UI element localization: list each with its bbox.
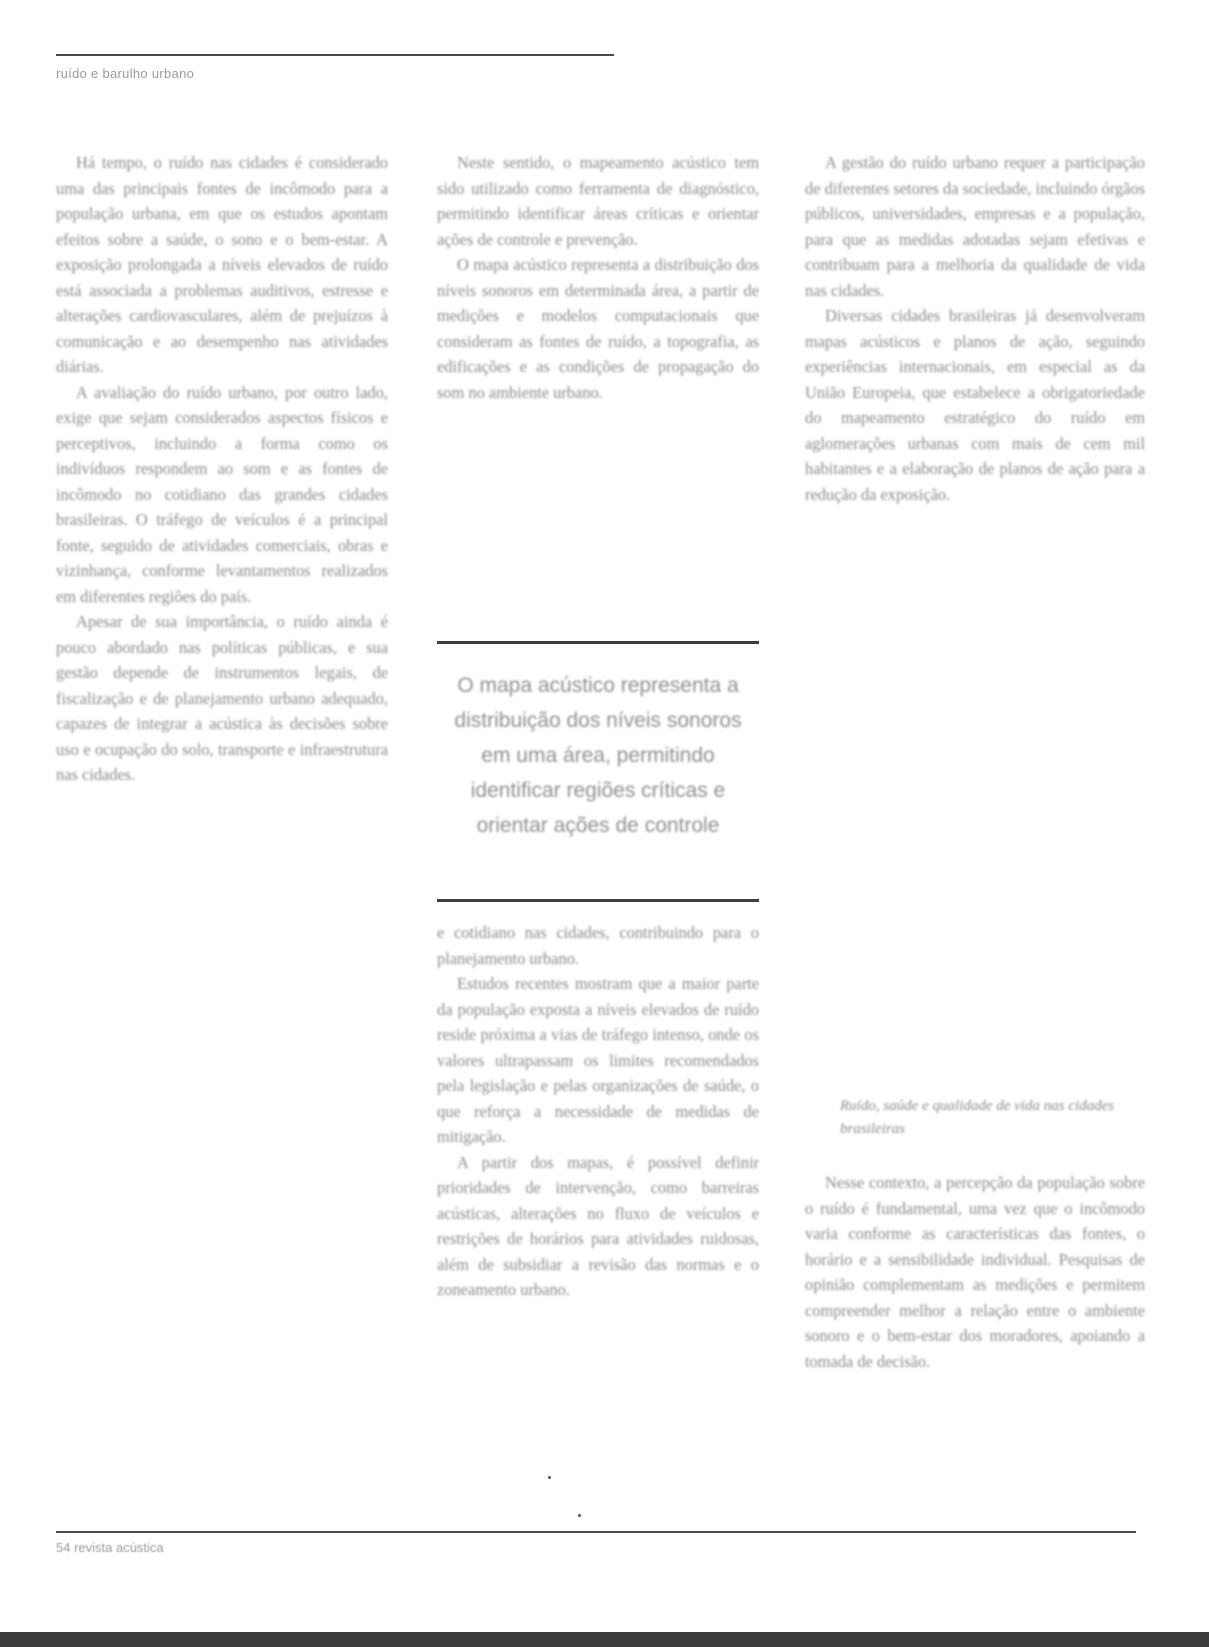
column-3: [805, 150, 1145, 507]
paragraph: A avaliação do ruído urbano, por outro lado, exige que sejam considerados aspectos físicos e perceptivos, incluindo a forma como os indivíduos respondem ao som e as fontes de incômodo no cotidiano das grandes cidades brasileiras. O tráfego de veículos é a principal fonte, seguido de atividades comerciais, obras e vizinhança, conforme levantamentos realizados em diferentes regiões do país.: [56, 382, 388, 606]
pull-quote: O mapa acústico representa a distribuição dos níveis sonoros em uma área, permitindo identificar regiões críticas e orientar ações de controle: [454, 674, 742, 837]
bottom-rule: [56, 1531, 1136, 1533]
column-2-bottom: [437, 920, 759, 1303]
pull-quote-bottom-rule: [437, 899, 759, 902]
pull-quote-top-rule: [437, 641, 759, 644]
paragraph: Nesse contexto, a percepção da população sobre o ruído é fundamental, uma vez que o incômodo varia conforme as características das fontes, o horário e a sensibilidade individual. Pesquisas de opinião complementam as medições e permitem compreender melhor a relação entre o ambiente sonoro e o bem-estar dos moradores, apoiando a tomada de decisão.: [805, 1173, 1145, 1371]
paragraph: Apesar de sua importância, o ruído ainda é pouco abordado nas políticas públicas, e sua gestão depende de instrumentos legais, de fiscalização e de planejamento urbano adequado, capazes de integrar a acústica às decisões sobre uso e ocupação do solo, transporte e infraestrutura nas cidades.: [56, 612, 388, 784]
paragraph: Há tempo, o ruído nas cidades é considerado uma das principais fontes de incômodo para a população urbana, em que os estudos apontam efeitos sobre a saúde, o sono e o bem-estar. A exposição prolongada a níveis elevados de ruído está associada a problemas auditivos, estresse e alterações cardiovasculares, além de prejuízos à comunicação e ao desempenho nas atividades diárias.: [56, 153, 388, 376]
paragraph: Diversas cidades brasileiras já desenvolveram mapas acústicos e planos de ação, seguindo experiências internacionais, em especial as da União Europeia, que estabelece a obrigatoriedade do mapeamento estratégico do ruído em aglomerações urbanas com mais de cem mil habitantes e a elaboração de planos de ação para a redução da exposição.: [805, 306, 1145, 504]
running-head: ruído e barulho urbano: [56, 66, 195, 81]
paragraph: Estudos recentes mostram que a maior parte da população exposta a níveis elevados de ruído reside próxima a vias de tráfego intenso, onde os valores ultrapassam os limites recomendados pela legislação e pelas organizações de saúde, o que reforça a necessidade de medidas de mitigação.: [437, 974, 759, 1146]
scan-edge-band: [0, 1632, 1209, 1647]
paragraph: Neste sentido, o mapeamento acústico tem sido utilizado como ferramenta de diagnóstico, permitindo identificar áreas críticas e orientar ações de controle e prevenção.: [437, 153, 759, 249]
top-rule: [56, 54, 614, 56]
column-2-top: [437, 150, 759, 405]
scan-speck: [548, 1476, 551, 1479]
scan-speck: [578, 1514, 581, 1517]
paragraph: O mapa acústico representa a distribuição dos níveis sonoros em determinada área, a partir de medições e modelos computacionais que consideram as fontes de ruído, a topografia, as edificações e as condições de propagação do som no ambiente urbano.: [437, 255, 759, 402]
section-subhead: Ruído, saúde e qualidade de vida nas cidades brasileiras: [840, 1098, 1115, 1137]
page-footer: 54 revista acústica: [56, 1540, 164, 1555]
column-1: [56, 150, 388, 788]
paragraph: A gestão do ruído urbano requer a participação de diferentes setores da sociedade, incluindo órgãos públicos, universidades, empresas e a população, para que as medidas adotadas sejam efetivas e contribuam para a melhoria da qualidade de vida nas cidades.: [805, 153, 1145, 300]
paragraph: e cotidiano nas cidades, contribuindo para o planejamento urbano.: [437, 923, 759, 968]
column-3-continued: [805, 1170, 1145, 1374]
paragraph: A partir dos mapas, é possível definir prioridades de intervenção, como barreiras acústicas, alterações no fluxo de veículos e restrições de horários para atividades ruidosas, além de subsidiar a revisão das normas e o zoneamento urbano.: [437, 1152, 759, 1299]
